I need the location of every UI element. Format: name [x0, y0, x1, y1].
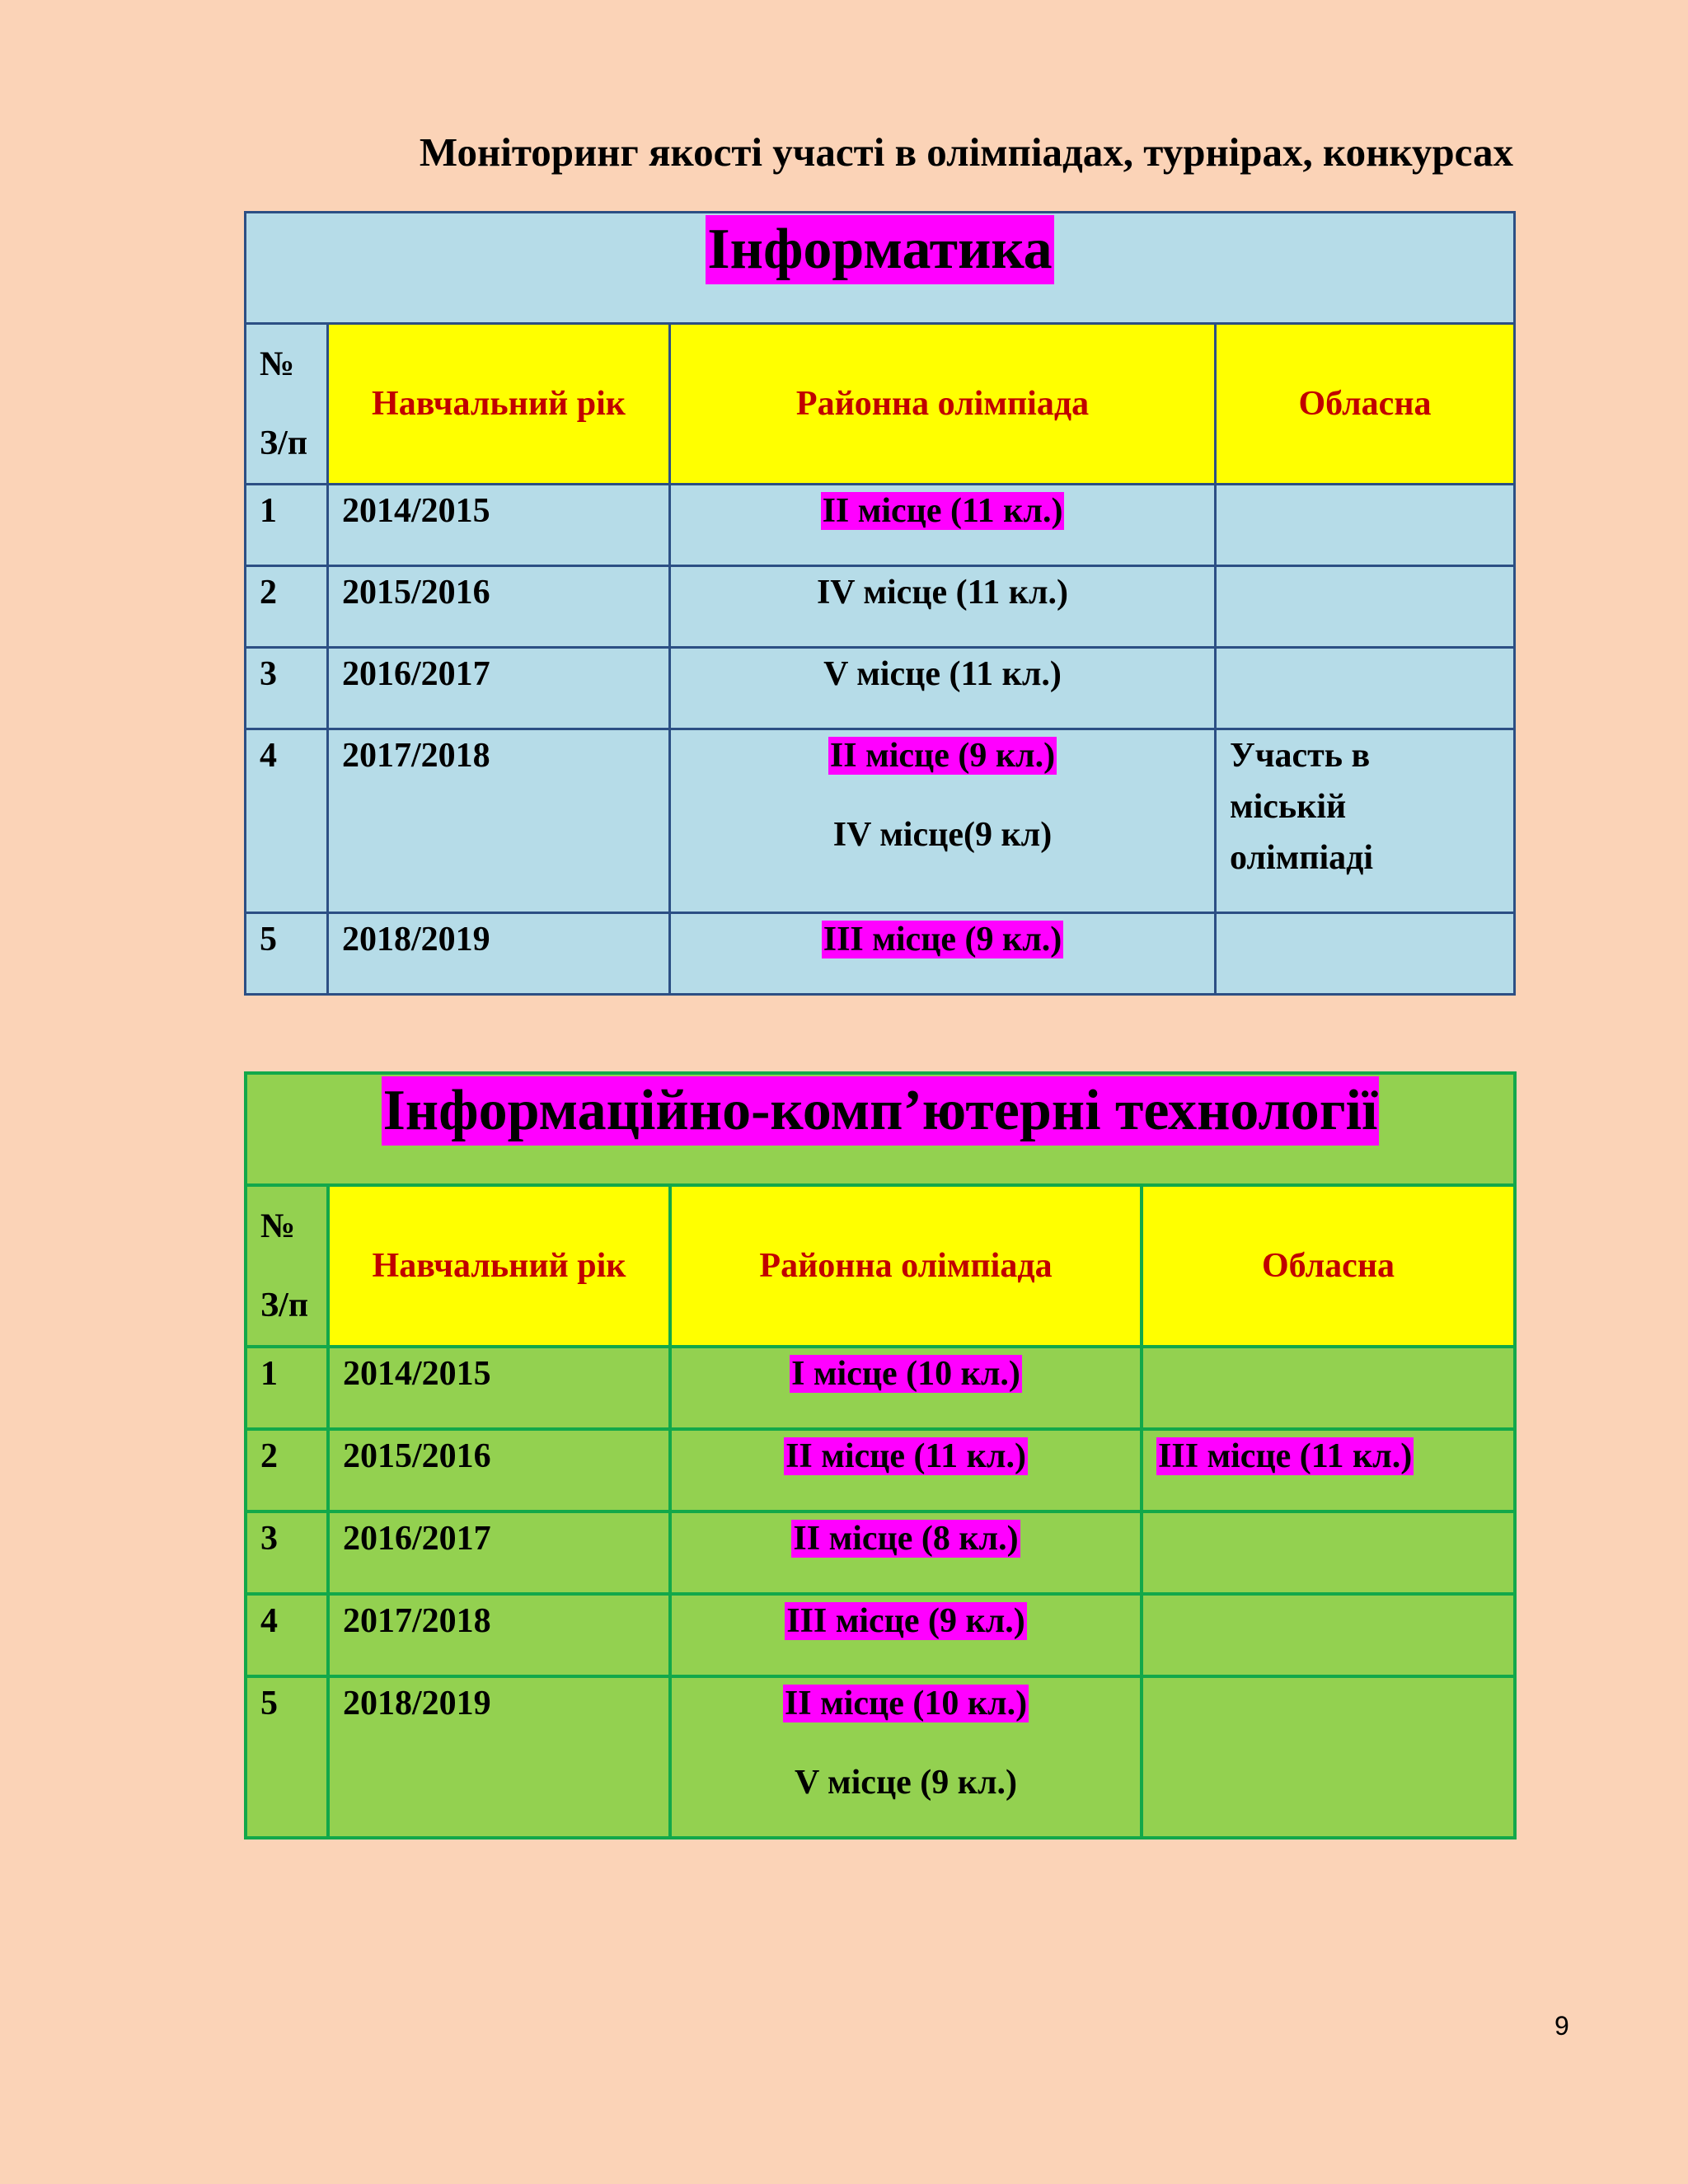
header-regional: Обласна [1142, 1185, 1515, 1347]
row-district [670, 1676, 1142, 1838]
row-regional [1142, 1347, 1515, 1429]
table-row [246, 1347, 1515, 1429]
row-district [670, 566, 1216, 648]
district-result: ІІІ місце (9 кл.) [786, 1602, 1025, 1640]
district-result: ІІ місце (9 кл.) [829, 737, 1056, 775]
page-number: 9 [1554, 2011, 1569, 2041]
row-num: 4 [246, 729, 328, 913]
district-result: V місце (11 кл.) [823, 655, 1062, 693]
table-title: Інформаційно-комп’ютерні технології [382, 1076, 1380, 1146]
row-year: 2018/2019 [328, 913, 670, 995]
header-district: Районна олімпіада [670, 324, 1216, 485]
table-row [246, 1429, 1515, 1511]
table-title-cell [246, 1073, 1515, 1185]
ict-table [244, 1071, 1517, 1840]
row-district [670, 648, 1216, 729]
table-title: Інформатика [706, 215, 1053, 284]
table-row [246, 485, 1515, 566]
header-regional: Обласна [1216, 324, 1515, 485]
row-year: 2015/2016 [328, 1429, 670, 1511]
district-result: ІІІ місце (9 кл.) [823, 921, 1062, 958]
district-result: IV місце (11 кл.) [816, 574, 1069, 612]
row-num: 3 [246, 1511, 328, 1594]
row-year: 2018/2019 [328, 1676, 670, 1838]
table-row [246, 648, 1515, 729]
row-num: 4 [246, 1594, 328, 1676]
district-result: ІІ місце (8 кл.) [793, 1520, 1019, 1558]
row-year: 2014/2015 [328, 485, 670, 566]
row-district [670, 913, 1216, 995]
header-year: Навчальний рік [328, 324, 670, 485]
page-title: Моніторинг якості участі в олімпіадах, турнірах, конкурсах [419, 129, 1513, 175]
row-regional [1216, 648, 1515, 729]
row-regional [1142, 1511, 1515, 1594]
row-year: 2017/2018 [328, 729, 670, 913]
row-regional [1142, 1429, 1515, 1511]
table-row [246, 913, 1515, 995]
district-result: ІІ місце (11 кл.) [822, 492, 1063, 530]
table-row [246, 1594, 1515, 1676]
table-row [246, 566, 1515, 648]
district-result: ІІ місце (10 кл.) [784, 1685, 1028, 1722]
table-title-cell [246, 213, 1515, 324]
table-row [246, 729, 1515, 913]
table-row [246, 1511, 1515, 1594]
header-num: № З/п [246, 324, 328, 485]
row-district [670, 1594, 1142, 1676]
row-district [670, 485, 1216, 566]
header-num: № З/п [246, 1185, 328, 1347]
informatics-table [244, 211, 1516, 996]
row-regional [1216, 566, 1515, 648]
row-regional: Участь в міській олімпіаді [1216, 729, 1515, 913]
row-year: 2017/2018 [328, 1594, 670, 1676]
row-num: 2 [246, 1429, 328, 1511]
row-district [670, 729, 1216, 913]
row-year: 2015/2016 [328, 566, 670, 648]
row-regional [1142, 1676, 1515, 1838]
row-num: 2 [246, 566, 328, 648]
row-year: 2014/2015 [328, 1347, 670, 1429]
row-num: 1 [246, 485, 328, 566]
row-regional [1142, 1594, 1515, 1676]
row-num: 5 [246, 1676, 328, 1838]
table-row [246, 1676, 1515, 1838]
header-district: Районна олімпіада [670, 1185, 1142, 1347]
row-year: 2016/2017 [328, 648, 670, 729]
row-num: 1 [246, 1347, 328, 1429]
row-district [670, 1347, 1142, 1429]
row-year: 2016/2017 [328, 1511, 670, 1594]
district-result: V місце (9 кл.) [794, 1764, 1018, 1802]
row-district [670, 1429, 1142, 1511]
row-num: 5 [246, 913, 328, 995]
row-regional [1216, 485, 1515, 566]
row-num: 3 [246, 648, 328, 729]
header-year: Навчальний рік [328, 1185, 670, 1347]
row-district [670, 1511, 1142, 1594]
regional-result: ІІІ місце (11 кл.) [1158, 1437, 1413, 1475]
row-regional [1216, 913, 1515, 995]
district-result: IV місце(9 кл) [832, 816, 1053, 854]
district-result: І місце (10 кл.) [791, 1355, 1020, 1393]
district-result: ІІ місце (11 кл.) [785, 1437, 1026, 1475]
